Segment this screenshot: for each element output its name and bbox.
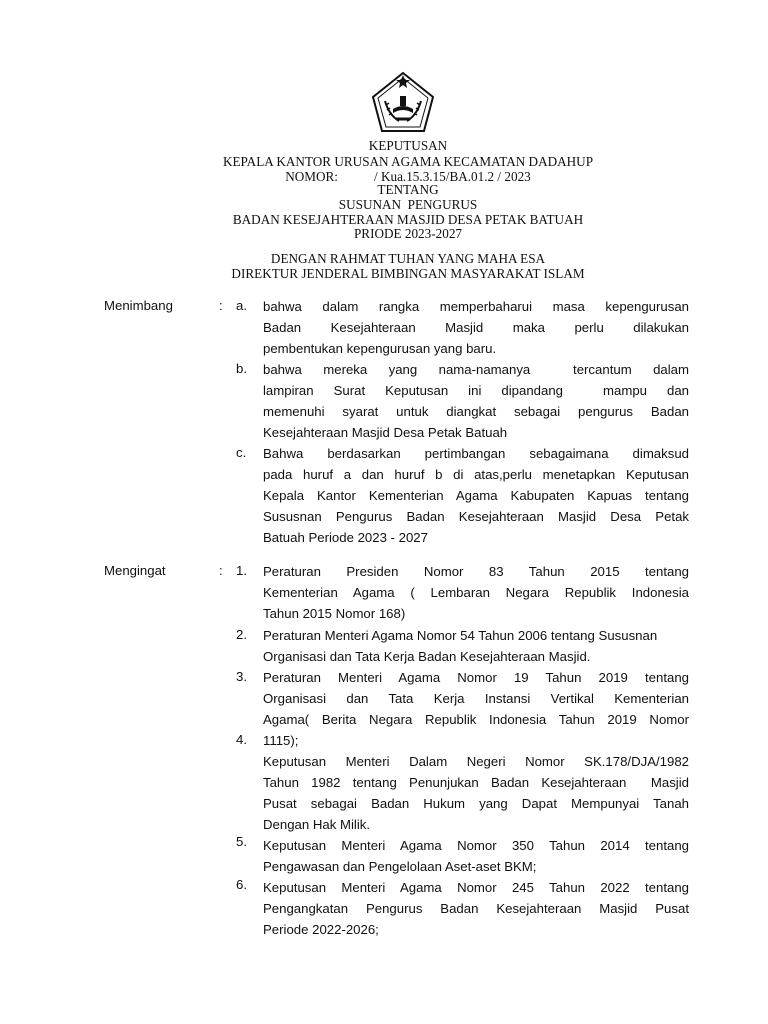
- subject-line-1: SUSUNAN PENGURUS: [338, 197, 478, 212]
- tentang-heading: TENTANG: [377, 182, 439, 197]
- text-line: 1115);: [263, 733, 299, 748]
- menimbang-marker: c.: [236, 445, 247, 460]
- text-line: pada huruf a dan huruf b di atas,perlu menetapkan Keputusan: [263, 467, 689, 482]
- text-line: Batuah Periode 2023 - 2027: [263, 530, 428, 545]
- mengingat-item: [263, 835, 689, 877]
- mengingat-item: [263, 877, 689, 940]
- text-line: Keputusan Menteri Agama Nomor 245 Tahun 2022 tentang: [263, 880, 689, 895]
- text-line: Bahwa berdasarkan pertimbangan sebagaimana dimaksud: [263, 446, 689, 461]
- mengingat-colon: :: [219, 563, 223, 578]
- text-line: Kepala Kantor Kementerian Agama Kabupaten Kapuas tentang: [263, 488, 689, 503]
- text-line: bahwa dalam rangka memperbaharui masa kepengurusan: [263, 299, 689, 314]
- text-line: Tahun 2015 Nomor 168): [263, 606, 406, 621]
- text-line: Kesejahteraan Masjid Desa Petak Batuah: [263, 425, 508, 440]
- menimbang-marker: b.: [236, 361, 247, 376]
- text-line: Peraturan Menteri Agama Nomor 54 Tahun 2006 tentang Sususnan: [263, 628, 658, 643]
- text-line: Pengangkatan Pengurus Badan Kesejahteraan Masjid Pusat: [263, 901, 689, 916]
- menimbang-label: Menimbang: [104, 298, 173, 313]
- text-line: Sususnan Pengurus Badan Kesejahteraan Masjid Desa Petak: [263, 509, 689, 524]
- subject-line-2: BADAN KESEJAHTERAAN MASJID DESA PETAK BATUAH: [232, 212, 584, 227]
- menimbang-colon: :: [219, 298, 223, 313]
- text-line: Periode 2022-2026;: [263, 922, 379, 937]
- text-line: Pengawasan dan Pengelolaan Aset-aset BKM;: [263, 859, 537, 874]
- mengingat-item: [263, 751, 689, 835]
- mengingat-item: [263, 561, 689, 624]
- text-line: Pusat sebagai Badan Hukum yang Dapat Mempunyai Tanah: [263, 796, 689, 811]
- text-line: Dengan Hak Milik.: [263, 817, 371, 832]
- mengingat-marker: 5.: [236, 834, 247, 849]
- text-line: lampiran Surat Keputusan ini dipandang mampu dan: [263, 383, 689, 398]
- text-line: Tahun 1982 tentang Penunjukan Badan Kesejahteraan Masjid: [263, 775, 689, 790]
- text-line: Organisasi dan Tata Kerja Badan Kesejahteraan Masjid.: [263, 649, 591, 664]
- menimbang-item: [263, 359, 689, 443]
- mengingat-marker: 6.: [236, 877, 247, 892]
- text-line: Peraturan Presiden Nomor 83 Tahun 2015 tentang: [263, 564, 689, 579]
- text-line: bahwa mereka yang nama-namanya tercantum dalam: [263, 362, 689, 377]
- rahmat-line: DENGAN RAHMAT TUHAN YANG MAHA ESA: [270, 251, 546, 266]
- text-line: Badan Kesejahteraan Masjid maka perlu dilakukan: [263, 320, 689, 335]
- text-line: pembentukan kepengurusan yang baru.: [263, 341, 497, 356]
- text-line: Organisasi dan Tata Kerja Instansi Vertikal Kementerian: [263, 691, 689, 706]
- mengingat-label: Mengingat: [104, 563, 166, 578]
- text-line: Agama( Berita Negara Republik Indonesia Tahun 2019 Nomor: [263, 712, 689, 727]
- text-line: memenuhi syarat untuk diangkat sebagai pengurus Badan: [263, 404, 689, 419]
- menimbang-item: [263, 443, 689, 548]
- text-line: Keputusan Menteri Agama Nomor 350 Tahun 2014 tentang: [263, 838, 689, 853]
- mengingat-marker: 1.: [236, 563, 247, 578]
- period-line: PRIODE 2023-2027: [353, 226, 463, 241]
- menimbang-item: [263, 296, 689, 359]
- menimbang-marker: a.: [236, 298, 247, 313]
- mengingat-item: [263, 625, 723, 667]
- text-line: Keputusan Menteri Dalam Negeri Nomor SK.178/DJA/1982: [263, 754, 689, 769]
- office-name: KEPALA KANTOR URUSAN AGAMA KECAMATAN DADAHUP: [222, 154, 594, 169]
- mengingat-marker: 2.: [236, 627, 247, 642]
- director-line: DIREKTUR JENDERAL BIMBINGAN MASYARAKAT ISLAM: [231, 266, 585, 281]
- text-line: Kementerian Agama ( Lembaran Negara Republik Indonesia: [263, 585, 689, 600]
- nomor-label: NOMOR:: [285, 169, 338, 184]
- text-line: Peraturan Menteri Agama Nomor 19 Tahun 2019 tentang: [263, 670, 689, 685]
- mengingat-marker: 4.: [236, 732, 247, 747]
- mengingat-item: [263, 667, 689, 751]
- nomor-value: / Kua.15.3.15/BA.01.2 / 2023: [373, 169, 531, 184]
- ministry-emblem-icon: [369, 71, 437, 133]
- decree-title: KEPUTUSAN: [368, 138, 448, 153]
- mengingat-marker: 3.: [236, 669, 247, 684]
